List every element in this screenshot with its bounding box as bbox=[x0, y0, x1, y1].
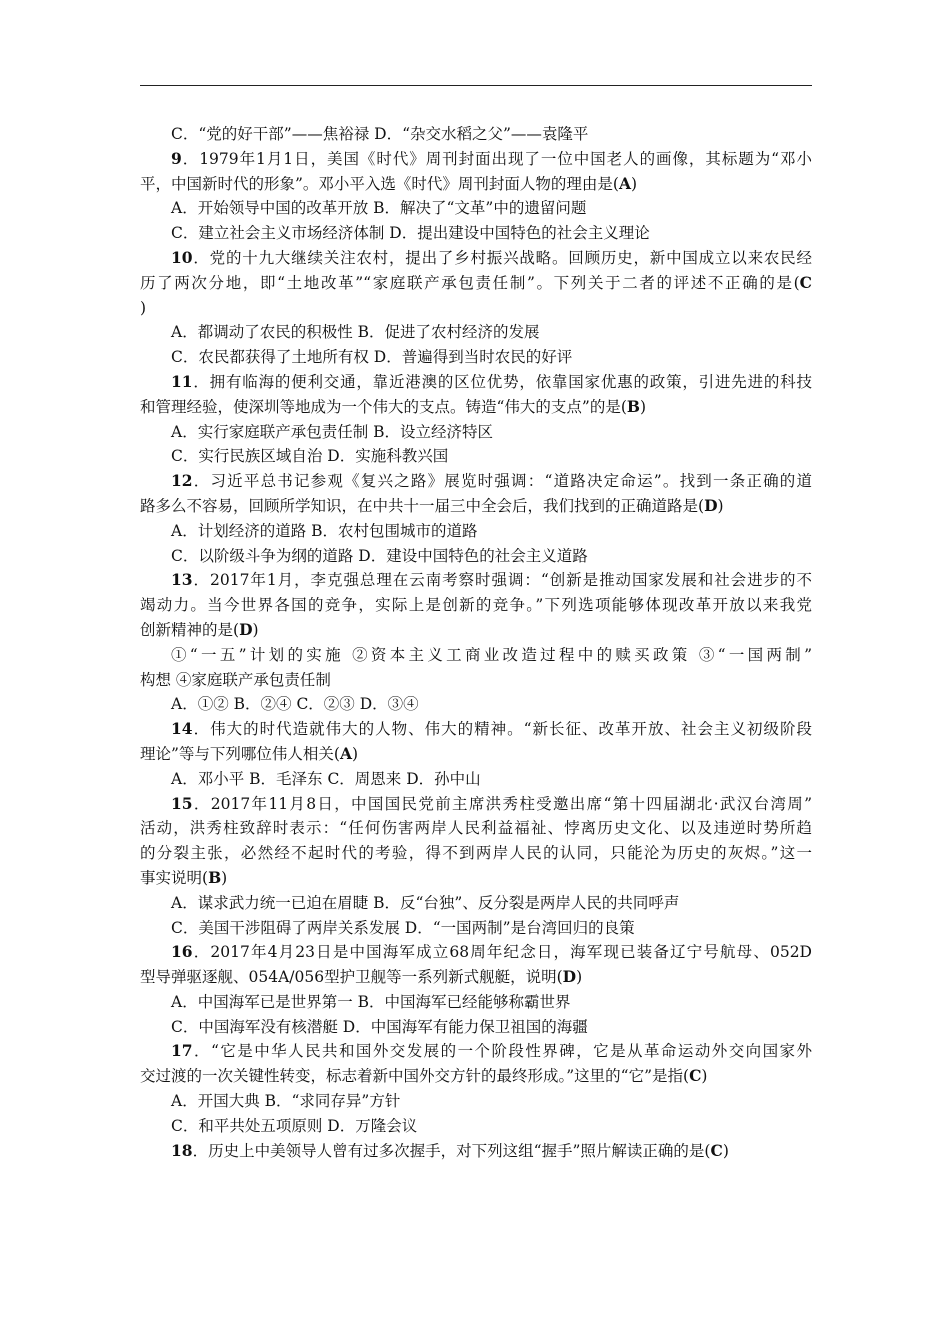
question-stem-line: 18．历史上中美领导人曾有过多次握手，对下列这组“握手”照片解读正确的是(C) bbox=[171, 1140, 729, 1160]
answer-letter: A bbox=[618, 173, 632, 193]
option-line: C．美国干涉阻碍了两岸关系发展 D．“一国两制”是台湾回归的良策 bbox=[171, 918, 635, 937]
answer-letter: C bbox=[799, 272, 812, 292]
question-16 bbox=[140, 940, 812, 1039]
exam-content bbox=[140, 122, 812, 1163]
question-stem-line: ) bbox=[140, 298, 147, 317]
option-line: A．开国大典 B．“求同存异”方针 bbox=[171, 1092, 401, 1111]
option-line: C．农民都获得了土地所有权 D．普遍得到当时农民的好评 bbox=[171, 348, 573, 367]
answer-letter: D bbox=[704, 495, 718, 515]
question-12 bbox=[140, 469, 812, 568]
question-number: 12 bbox=[171, 471, 193, 491]
question-9 bbox=[140, 147, 812, 246]
option-line: C．中国海军没有核潜艇 D．中国海军有能力保卫祖国的海疆 bbox=[171, 1017, 588, 1036]
question-number: 18 bbox=[171, 1140, 193, 1160]
answer-letter: C bbox=[710, 1140, 723, 1160]
question-stem-line: 15．2017年11月8日，中国国民党前主席洪秀柱受邀出席“第十四届湖北·武汉台湾周” bbox=[171, 793, 812, 813]
question-stem-line: 13．2017年1月，李克强总理在云南考察时强调：“创新是推动国家发展和社会进步的不 bbox=[171, 570, 812, 590]
question-18 bbox=[140, 1139, 812, 1164]
question-11 bbox=[140, 370, 812, 469]
question-stem-line: 理论”等与下列哪位伟人相关(A) bbox=[140, 743, 359, 763]
question-stem-line: 12．习近平总书记参观《复兴之路》展览时强调：“道路决定命运”。找到一条正确的道 bbox=[171, 471, 812, 491]
question-stem-line: 事实说明(B) bbox=[140, 867, 228, 887]
answer-letter: B bbox=[208, 867, 222, 887]
question-stem-line: 17．“它是中华人民共和国外交发展的一个阶段性界碑，它是从革命运动外交向国家外 bbox=[171, 1041, 812, 1061]
question-number: 11 bbox=[171, 371, 193, 391]
question-stem-line: 16．2017年4月23日是中国海军成立68周年纪念日，海军现已装备辽宁号航母、052D bbox=[171, 942, 812, 962]
question-stem-line: 11．拥有临海的便利交通，靠近港澳的区位优势，依靠国家优惠的政策，引进先进的科技 bbox=[171, 371, 812, 391]
option-line: A．计划经济的道路 B．农村包围城市的道路 bbox=[171, 521, 478, 540]
choice-statements-line: ①“一五”计划的实施 ②资本主义工商业改造过程中的赎买政策 ③“一国两制” bbox=[171, 645, 812, 664]
question-stem-line: 创新精神的是(D) bbox=[140, 619, 259, 639]
option-line: A．邓小平 B．毛泽东 C．周恩来 D．孙中山 bbox=[171, 769, 481, 788]
question-stem-line: 平，中国新时代的形象”。邓小平入选《时代》周刊封面人物的理由是(A) bbox=[140, 173, 638, 193]
option-line: A．都调动了农民的积极性 B．促进了农村经济的发展 bbox=[171, 323, 540, 342]
option-line: A．实行家庭联产承包责任制 B．设立经济特区 bbox=[171, 422, 494, 441]
option-line: A．谋求武力统一已迫在眉睫 B．反“台独”、反分裂是两岸人民的共同呼声 bbox=[171, 893, 680, 912]
question-stem-line: 9．1979年1月1日，美国《时代》周刊封面出现了一位中国老人的画像，其标题为“邓小 bbox=[171, 148, 812, 168]
answer-letter: C bbox=[689, 1066, 702, 1086]
question-stem-line: 的分裂主张，必然经不起时代的考验，得不到两岸人民的认同，只能沦为历史的灰烬。”这一 bbox=[140, 844, 812, 863]
option-line: A．开始领导中国的改革开放 B．解决了“文革”中的遗留问题 bbox=[171, 199, 587, 218]
question-stem-line: 和管理经验，使深圳等地成为一个伟大的支点。铸造“伟大的支点”的是(B) bbox=[140, 396, 647, 416]
option-line: C．以阶级斗争为纲的道路 D．建设中国特色的社会主义道路 bbox=[171, 546, 588, 565]
answer-letter: B bbox=[626, 396, 641, 416]
answer-letter: A bbox=[339, 743, 353, 763]
option-line: C．建立社会主义市场经济体制 D．提出建设中国特色的社会主义理论 bbox=[171, 224, 650, 243]
option-line: C．和平共处五项原则 D．万隆会议 bbox=[171, 1116, 418, 1135]
question-number: 13 bbox=[171, 570, 193, 590]
question-number: 10 bbox=[171, 247, 193, 267]
option-line: C．实行民族区域自治 D．实施科教兴国 bbox=[171, 447, 449, 466]
answer-letter: D bbox=[562, 967, 577, 987]
question-10 bbox=[140, 246, 812, 370]
question-17 bbox=[140, 1039, 812, 1138]
question-stem-line: 14．伟大的时代造就伟大的人物、伟大的精神。“新长征、改革开放、社会主义初级阶段 bbox=[171, 719, 812, 739]
q8-option-cd: C．“党的好干部”——焦裕禄 D．“杂交水稻之父”——袁隆平 bbox=[171, 125, 589, 143]
question-stem-line: 竭动力。当今世界各国的竞争，实际上是创新的竞争。”下列选项能够体现改革开放以来我党 bbox=[140, 596, 812, 615]
header-rule bbox=[140, 85, 812, 86]
question-stem-line: 交过渡的一次关键性转变，标志着新中国外交方针的最终形成。”这里的“它”是指(C) bbox=[140, 1066, 708, 1086]
question-number: 14 bbox=[171, 719, 193, 739]
question-15 bbox=[140, 792, 812, 941]
option-line: A．①② B．②④ C．②③ D．③④ bbox=[171, 695, 419, 714]
question-number: 17 bbox=[171, 1041, 193, 1061]
question-14 bbox=[140, 717, 812, 791]
option-line: A．中国海军已是世界第一 B．中国海军已经能够称霸世界 bbox=[171, 992, 571, 1011]
question-stem-line: 历了两次分地，即“土地改革”“家庭联产承包责任制”。下列关于二者的评述不正确的是(C bbox=[140, 272, 812, 292]
question-number: 15 bbox=[171, 793, 193, 813]
question-stem-line: 型导弹驱逐舰、054A/056型护卫舰等一系列新式舰艇，说明(D) bbox=[140, 967, 583, 987]
question-stem-line: 活动，洪秀柱致辞时表示：“任何伤害两岸人民利益福祉、悖离历史文化、以及违逆时势所趋 bbox=[140, 819, 812, 838]
question-number: 16 bbox=[171, 942, 193, 962]
question-stem-line: 路多么不容易，回顾所学知识，在中共十一届三中全会后，我们找到的正确道路是(D) bbox=[140, 495, 724, 515]
answer-letter: D bbox=[239, 619, 253, 639]
choice-statements-line: 构想 ④家庭联产承包责任制 bbox=[140, 670, 331, 689]
question-stem-line: 10．党的十九大继续关注农村，提出了乡村振兴战略。回顾历史，新中国成立以来农民经 bbox=[171, 247, 812, 267]
question-13 bbox=[140, 568, 812, 717]
question-number: 9 bbox=[171, 148, 182, 168]
